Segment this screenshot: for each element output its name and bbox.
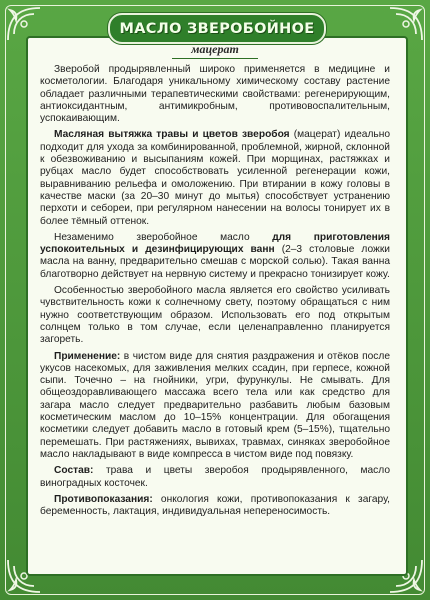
paragraph-contraindications [40,494,390,519]
intro-text: Зверобой продырявленный широко применяется в медицине и косметологии. Благодаря уникальному химическому составу растение обладает различными терапевтическими свойствами: регенерирующим, антиоксидантным, антимикробным, противовоспалительным, успокаивающим. [40,64,390,125]
subtitle: мацерат [191,42,239,56]
baths-text: (2–3 столовые ложки масла на ванну, предварительно смешав с морской солью). Такая ванна благотворно действует на нервную систему и прекрасно тонизирует кожу. [40,244,390,280]
usage-text: в чистом виде для снятия раздражения и отёков после укусов насекомых, для заживления мелких ссадин, при герпесе, кожной сыпи. Точечно – на гнойники, угри, фурункулы. Не смывать. Для общеоздоравливающего массажа всего тела или как средство для загара масло следует предварительно разбавить любым базовым косметическим маслом до 10–15% концентрации. Для обогащения косметики следует добавить масло в готовый крем (5–15%), тщательно перемешать. При растяжениях, вывихах, травмах, синяках зверобойное масло накладывают в виде компресса в чистом виде под повязку. [40,350,390,460]
macerate-heading: Масляная вытяжка травы и цветов зверобоя [54,129,290,141]
description-text [40,64,390,522]
contraindications-text: онкология кожи, противопоказания к загару, беременность, лактация, индивидуальная непереносимость. [40,493,390,518]
paragraph-baths [40,232,390,281]
composition-text: трава и цветы зверобоя продырявленного, масло виноградных косточек. [40,465,390,489]
baths-text-start: Незаменимо зверобойное масло [54,231,273,243]
usage-heading: Применение: [54,350,121,362]
sun-sensitivity-text: Особенностью зверобойного масла является его свойство усиливать чувствительность кожи к солнечному свету, поэтому обращаться с ним нужно соответствующим образом. Использовать его под открытым солнцем только в том случае, если целенаправленно планируется загореть. [40,285,390,346]
macerate-text: (мацерат) идеально подходит для ухода за комбинированной, проблемной, жирной, склонной к обезвоживанию и высыпаниям кожей. При морщинах, растяжках и рубцах масло будет способствовать усиленной регенерации кожи, выравниванию рельефа и омоложению. При втирании в кожу головы в качестве маски (за 20–30 минут до мытья) способствует устранению перхоти и себореи, при регулярном нанесении на волосы тонирует их в более тёмный оттенок. [40,129,390,227]
composition-heading: Состав: [54,465,94,477]
paragraph-intro [40,64,390,125]
paragraph-sun-sensitivity [40,285,390,346]
title-plate [108,13,326,44]
paragraph-composition [40,465,390,490]
paragraph-usage [40,351,390,462]
contraindications-heading: Противопоказания: [54,493,153,505]
paragraph-macerate [40,129,390,227]
baths-heading: для приготовления успокоительных и дезинфицирующих ванн [40,231,390,256]
subtitle-underline [172,58,258,59]
page-title: МАСЛО ЗВЕРОБОЙНОЕ [119,20,315,37]
